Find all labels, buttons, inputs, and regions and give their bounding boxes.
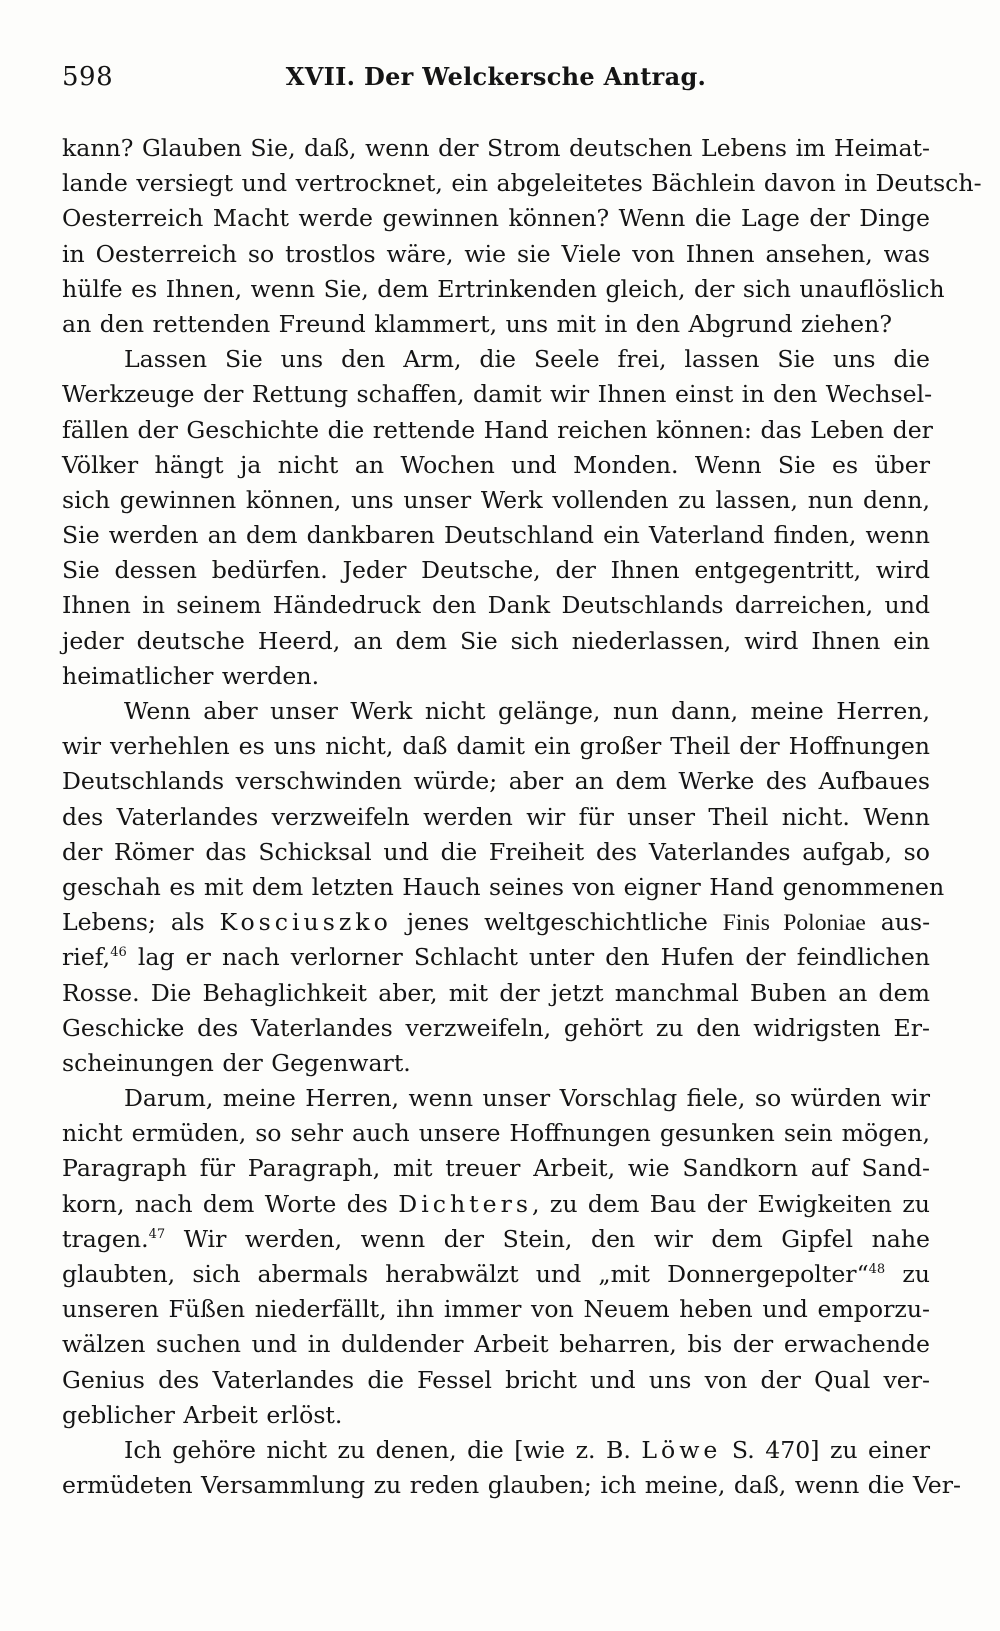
text-line: [62, 1257, 930, 1292]
text-line: [62, 905, 930, 940]
paragraph-start-line: [62, 1433, 930, 1468]
text-line: des Vaterlandes verzweifeln werden wir für unser Theil nicht. Wenn: [62, 802, 930, 831]
latin-phrase: Finis Poloniae: [722, 910, 866, 937]
spaced-name: Löwe: [641, 1435, 722, 1464]
page-number: 598: [62, 62, 114, 92]
text-fragment: aus-: [880, 908, 931, 937]
text-fragment: , zu dem Bau der Ewigkeiten zu: [532, 1189, 930, 1218]
text-line: hülfe es Ihnen, wenn Sie, dem Ertrinkenden gleich, der sich unauflöslich: [62, 274, 945, 303]
text-line: Werkzeuge der Rettung schaffen, damit wir Ihnen einst in den Wechsel-: [62, 380, 933, 409]
text-line: scheinungen der Gegenwart.: [62, 1048, 411, 1077]
text-line: in Oesterreich so trostlos wäre, wie sie Viele von Ihnen ansehen, was: [62, 239, 930, 268]
spaced-word: Dichters: [398, 1189, 532, 1218]
text-line: geschah es mit dem letzten Hauch seines von eigner Hand genommenen: [62, 872, 945, 901]
body-text: [62, 131, 982, 1503]
paragraph-start-line: Wenn aber unser Werk nicht gelänge, nun dann, meine Herren,: [124, 697, 930, 725]
text-line: Ihnen in seinem Händedruck den Dank Deutschlands darreichen, und: [62, 591, 930, 620]
footnote-marker: 46: [110, 945, 127, 961]
spaced-name: Kosciuszko: [219, 908, 392, 937]
text-line: [62, 940, 930, 975]
text-line: ermüdeten Versammlung zu reden glauben; ich meine, daß, wenn die Ver-: [62, 1471, 962, 1500]
text-fragment: jenes weltgeschichtliche: [406, 908, 708, 937]
text-line: Rosse. Die Behaglichkeit aber, mit der jetzt manchmal Buben an dem: [62, 978, 930, 1007]
text-fragment: Lebens; als: [62, 908, 205, 937]
text-line: [62, 1187, 930, 1222]
text-fragment: lag er nach verlorner Schlacht unter den Hufen der feindlichen: [137, 943, 930, 972]
running-head: XVII. Der Welckersche Antrag.: [285, 62, 707, 91]
text-line: Sie dessen bedürfen. Jeder Deutsche, der Ihnen entgegentritt, wird: [62, 556, 930, 585]
text-line: kann? Glauben Sie, daß, wenn der Strom deutschen Lebens im Heimat-: [62, 134, 930, 162]
text-line: jeder deutsche Heerd, an dem Sie sich niederlassen, wird Ihnen ein: [62, 626, 930, 655]
text-line: fällen der Geschichte die rettende Hand reichen können: das Leben der: [62, 415, 933, 444]
text-line: Geschicke des Vaterlandes verzweifeln, gehört zu den widrigsten Er-: [62, 1013, 930, 1042]
text-line: Deutschlands verschwinden würde; aber an dem Werke des Aufbaues: [62, 767, 930, 796]
text-line: geblicher Arbeit erlöst.: [62, 1400, 343, 1429]
text-line: Genius des Vaterlandes die Fessel bricht und uns von der Qual ver-: [62, 1365, 930, 1394]
text-line: Oesterreich Macht werde gewinnen können? Wenn die Lage der Dinge: [62, 204, 930, 233]
text-fragment: Ich gehöre nicht zu denen, die [wie z. B.: [124, 1435, 631, 1464]
footnote-marker: 47: [148, 1226, 166, 1242]
text-line: unseren Füßen niederfällt, ihn immer von Neuem heben und emporzu-: [62, 1295, 930, 1324]
text-fragment: glaubten, sich abermals herabwälzt und „mit Donnergepolter“: [62, 1260, 869, 1288]
page-header: [62, 62, 930, 102]
text-line: Sie werden an dem dankbaren Deutschland ein Vaterland finden, wenn: [62, 521, 930, 550]
paragraph-start-line: Lassen Sie uns den Arm, die Seele frei, lassen Sie uns die: [124, 345, 930, 374]
text-line: lande versiegt und vertrocknet, ein abgeleitetes Bächlein davon in Deutsch-: [62, 169, 982, 198]
text-fragment: Wir werden, wenn der Stein, den wir dem Gipfel nahe: [183, 1224, 930, 1253]
text-line: heimatlicher werden.: [62, 661, 320, 690]
text-line: wir verhehlen es uns nicht, daß damit ein großer Theil der Hoffnungen: [62, 732, 930, 761]
text-line: sich gewinnen können, uns unser Werk vollenden zu lassen, nun denn,: [62, 485, 930, 514]
text-line: [62, 1222, 930, 1257]
text-fragment: tragen.: [62, 1224, 149, 1253]
text-line: an den rettenden Freund klammert, uns mit in den Abgrund ziehen?: [62, 309, 892, 338]
text-line: nicht ermüden, so sehr auch unsere Hoffnungen gesunken sein mögen,: [62, 1119, 930, 1148]
paragraph-start-line: Darum, meine Herren, wenn unser Vorschlag fiele, so würden wir: [124, 1084, 930, 1113]
text-fragment: rief,: [62, 943, 111, 972]
text-fragment: S. 470] zu einer: [731, 1435, 931, 1464]
text-line: der Römer das Schicksal und die Freiheit des Vaterlandes aufgab, so: [62, 837, 930, 866]
text-line: Paragraph für Paragraph, mit treuer Arbeit, wie Sandkorn auf Sand-: [62, 1154, 930, 1183]
footnote-marker: 48: [868, 1262, 886, 1278]
text-fragment: zu: [902, 1260, 930, 1288]
text-line: wälzen suchen und in duldender Arbeit beharren, bis der erwachende: [62, 1330, 930, 1359]
text-line: Völker hängt ja nicht an Wochen und Monden. Wenn Sie es über: [62, 450, 930, 479]
text-fragment: korn, nach dem Worte des: [62, 1189, 388, 1218]
